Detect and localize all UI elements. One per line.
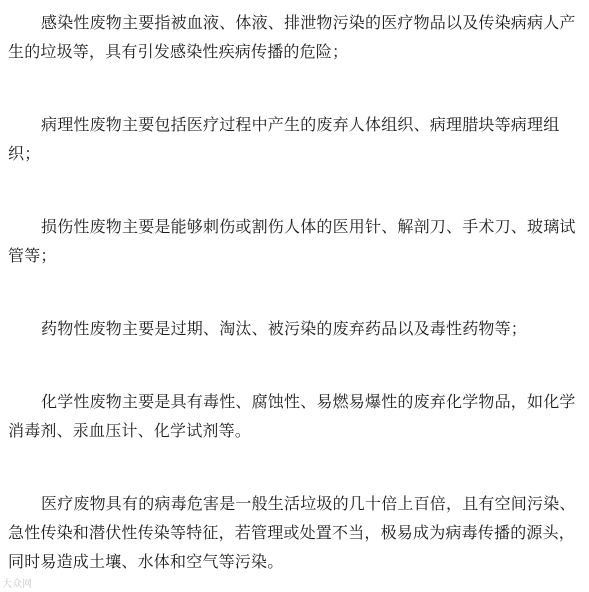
watermark: 大众网 [2,579,32,590]
paragraph-chemical-waste: 化学性废物主要是具有毒性、腐蚀性、易燃易爆性的废弃化学物品，如化学消毒剂、汞血压计、化学试剂等。 [8,392,576,440]
paragraph-spacer [8,445,580,489]
paragraph-spacer [8,270,580,314]
paragraph-medical-waste-hazard: 医疗废物具有的病毒危害是一般生活垃圾的几十倍上百倍，且有空间污染、急性传染和潜伏性传染等特征，若管理或处置不当，极易成为病毒传播的源头，同时易造成土壤、水体和空气等污染。 [8,494,576,571]
document-body [8,8,580,576]
paragraph-pathological-waste: 病理性废物主要包括医疗过程中产生的废弃人体组织、病理腊块等病理组织； [8,115,560,163]
paragraph-pharmaceutical-waste: 药物性废物主要是过期、淘汰、被污染的废弃药品以及毒性药物等； [41,319,528,338]
paragraph-infectious-waste: 感染性废物主要指被血液、体液、排泄物污染的医疗物品以及传染病病人产生的垃圾等，具有引发感染性疾病传播的危险； [8,13,576,61]
paragraph-spacer [8,66,580,110]
paragraph-sharps-waste: 损伤性废物主要是能够刺伤或割伤人体的医用针、解剖刀、手术刀、玻璃试管等； [8,217,576,265]
paragraph-spacer [8,343,580,387]
paragraph-spacer [8,168,580,212]
